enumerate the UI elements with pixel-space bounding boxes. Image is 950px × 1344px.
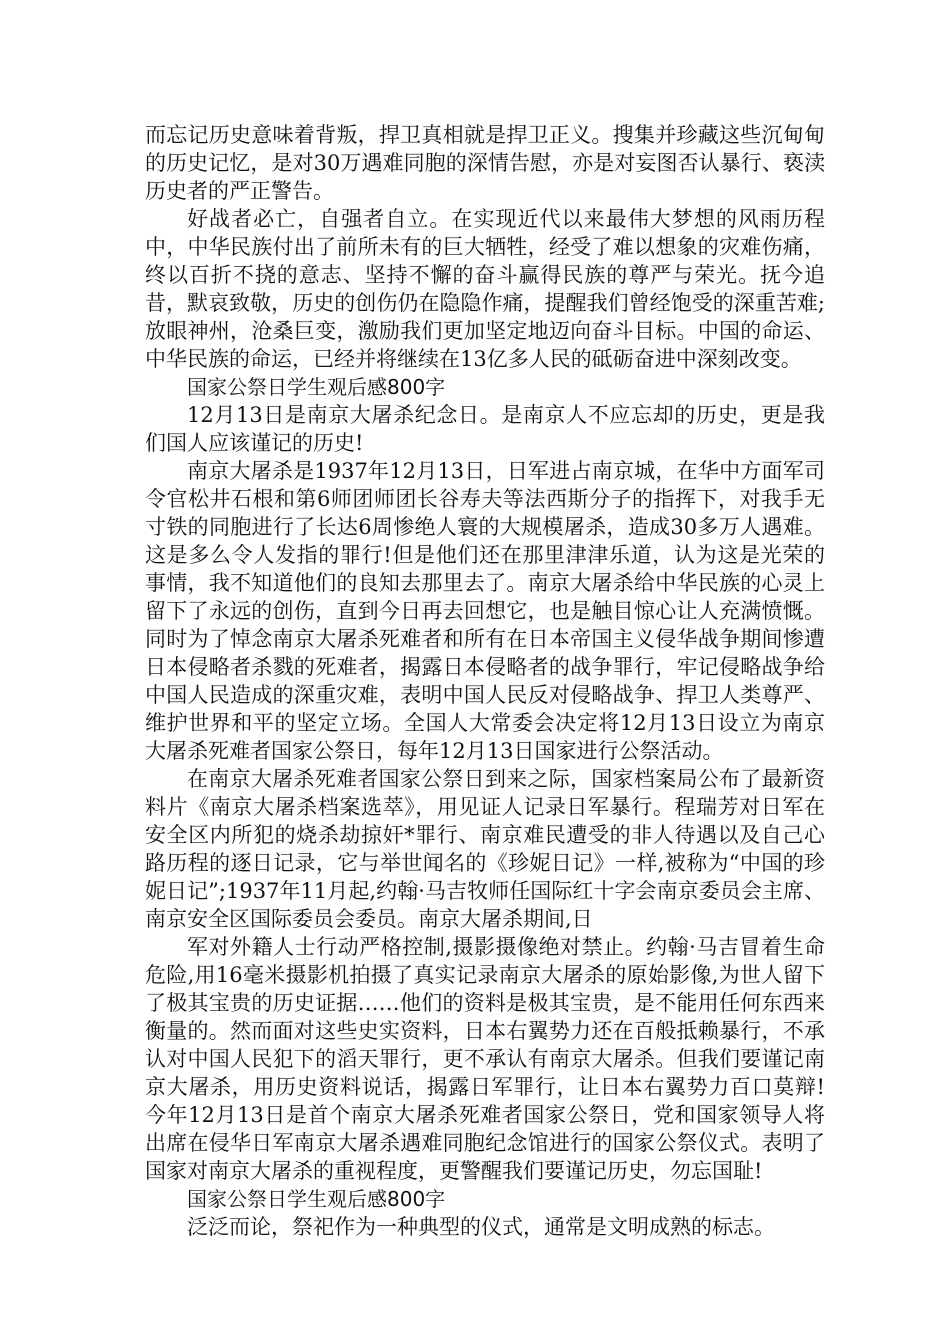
section-heading-2: 国家公祭日学生观后感800字	[187, 1187, 446, 1211]
paragraph-2: 好战者必亡，自强者自立。在实现近代以来最伟大梦想的风雨历程中，中华民族付出了前所未有的巨大牺牲，经受了难以想象的灾难伤痛，终以百折不挠的意志、坚持不懈的奋斗赢得民族的尊严与荣光。抚今追昔，默哀致敬，历史的创伤仍在隐隐作痛，提醒我们曾经饱受的深重苦难;放眼神州，沧桑巨变，激励我们更加坚定地迈向奋斗目标。中国的命运、中华民族的命运，已经并将继续在13亿多人民的砥砺奋进中深刻改变。	[145, 207, 825, 371]
paragraph-1: 而忘记历史意味着背叛，捍卫真相就是捍卫正义。搜集并珍藏这些沉甸甸的历史记忆，是对30万遇难同胞的深情告慰，亦是对妄图否认暴行、亵渎历史者的严正警告。	[145, 123, 825, 203]
paragraph-7: 泛泛而论，祭祀作为一种典型的仪式，通常是文明成熟的标志。	[187, 1215, 775, 1239]
paragraph-5: 在南京大屠杀死难者国家公祭日到来之际，国家档案局公布了最新资料片《南京大屠杀档案选萃》，用见证人记录日军暴行。程瑞芳对日军在安全区内所犯的烧杀劫掠奸*罪行、南京难民遭受的非人待遇以及自己心路历程的逐日记录，它与举世闻名的《珍妮日记》一样,被称为“中国的珍妮日记”;1937年11月起,约翰·马吉牧师任国际红十字会南京委员会主席、南京安全区国际委员会委员。南京大屠杀期间,日	[145, 767, 825, 931]
document-body	[145, 121, 825, 1241]
paragraph-3: 12月13日是南京大屠杀纪念日。是南京人不应忘却的历史，更是我们国人应该谨记的历史!	[145, 403, 825, 455]
section-heading-1: 国家公祭日学生观后感800字	[187, 375, 446, 399]
paragraph-6: 军对外籍人士行动严格控制,摄影摄像绝对禁止。约翰·马吉冒着生命危险,用16毫米摄影机拍摄了真实记录南京大屠杀的原始影像,为世人留下了极其宝贵的历史证据……他们的资料是极其宝贵，是不能用任何东西来衡量的。然而面对这些史实资料，日本右翼势力还在百般抵赖暴行，不承认对中国人民犯下的滔天罪行，更不承认有南京大屠杀。但我们要谨记南京大屠杀，用历史资料说话，揭露日军罪行，让日本右翼势力百口莫辩!今年12月13日是首个南京大屠杀死难者国家公祭日，党和国家领导人将出席在侵华日军南京大屠杀遇难同胞纪念馆进行的国家公祭仪式。表明了国家对南京大屠杀的重视程度，更警醒我们要谨记历史，勿忘国耻!	[145, 935, 825, 1183]
paragraph-4: 南京大屠杀是1937年12月13日，日军进占南京城，在华中方面军司令官松井石根和第6师团师团长谷寿夫等法西斯分子的指挥下，对我手无寸铁的同胞进行了长达6周惨绝人寰的大规模屠杀，造成30多万人遇难。这是多么令人发指的罪行!但是他们还在那里津津乐道，认为这是光荣的事情，我不知道他们的良知去那里去了。南京大屠杀给中华民族的心灵上留下了永远的创伤，直到今日再去回想它，也是触目惊心让人充满愤慨。同时为了悼念南京大屠杀死难者和所有在日本帝国主义侵华战争期间惨遭日本侵略者杀戮的死难者，揭露日本侵略者的战争罪行，牢记侵略战争给中国人民造成的深重灾难，表明中国人民反对侵略战争、捍卫人类尊严、维护世界和平的坚定立场。全国人大常委会决定将12月13日设立为南京大屠杀死难者国家公祭日，每年12月13日国家进行公祭活动。	[145, 459, 825, 763]
